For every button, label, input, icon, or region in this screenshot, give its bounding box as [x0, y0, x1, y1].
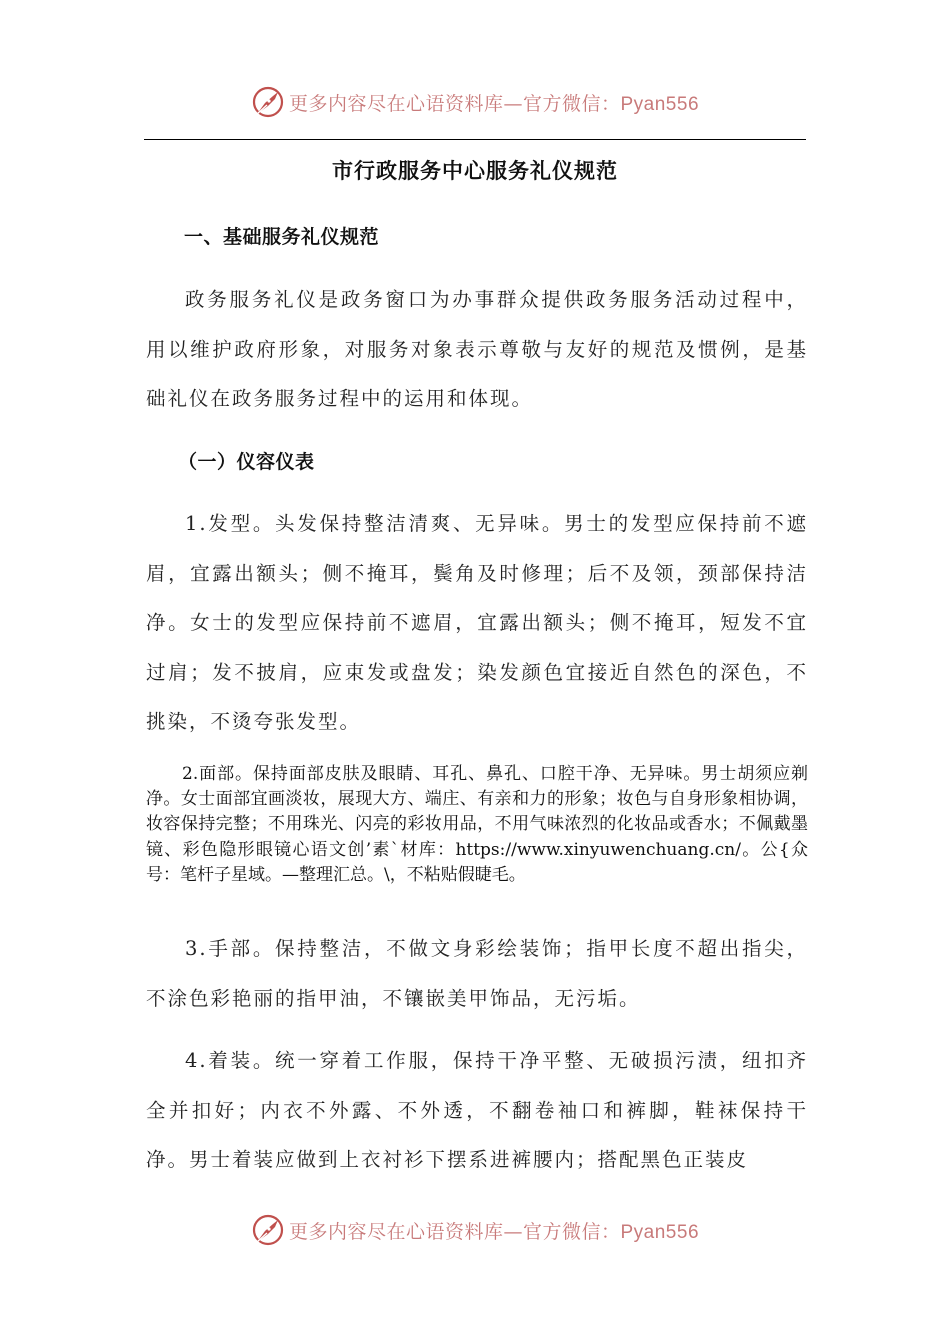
- banner-main-text: 更多内容尽在心语资料库—官方微信：: [288, 92, 621, 115]
- paragraph-hands: 3.手部。保持整洁，不做文身彩绘装饰；指甲长度不超出指尖，不涂色彩艳丽的指甲油，不镶嵌美甲饰品，无污垢。: [146, 937, 808, 1010]
- paragraph-dress: 4.着装。统一穿着工作服，保持干净平整、无破损污渍，纽扣齐全并扣好；内衣不外露、不外透，不翻卷袖口和裤脚，鞋袜保持干净。男士着装应做到上衣衬衫下摆系进裤腰内；搭配黑色正装皮: [146, 1049, 808, 1171]
- pen-nib-logo-icon: [251, 85, 285, 119]
- banner-text: [289, 1217, 699, 1244]
- intro-paragraph: 政务服务礼仪是政务窗口为办事群众提供政务服务活动过程中，用以维护政府形象，对服务对象表示尊敬与友好的规范及惯例，是基础礼仪在政务服务过程中的运用和体现。: [146, 288, 808, 410]
- banner-main-text: 更多内容尽在心语资料库—官方微信：: [288, 1220, 621, 1243]
- subsection-heading-appearance: （一）仪容仪表: [178, 451, 315, 473]
- banner-wechat-handle: Pyan556: [620, 93, 700, 115]
- footer-banner: [0, 1208, 950, 1252]
- section-heading-basic-etiquette: 一、基础服务礼仪规范: [184, 226, 380, 248]
- paragraph-hairstyle: 1.发型。头发保持整洁清爽、无异味。男士的发型应保持前不遮眉，宜露出额头；侧不掩耳，鬓角及时修理；后不及领，颈部保持洁净。女士的发型应保持前不遮眉，宜露出额头；侧不掩耳，短发不宜过肩；发不披肩，应束发或盘发；染发颜色宜接近自然色的深色，不挑染，不烫夸张发型。: [146, 512, 808, 733]
- banner-wechat-handle: Pyan556: [620, 1221, 700, 1243]
- document-title: 市行政服务中心服务礼仪规范: [332, 159, 618, 183]
- header-banner: [0, 80, 950, 124]
- paragraph-face: 2.面部。保持面部皮肤及眼睛、耳孔、鼻孔、口腔干净、无异味。男士胡须应剃净。女士面部宜画淡妆，展现大方、端庄、有亲和力的形象；妆色与自身形象相协调，妆容保持完整；不用珠光、闪亮的彩妆用品，不用气味浓烈的化妆品或香水；不佩戴墨镜、彩色隐形眼镜心语文创’素`材库：https://www.xinyuwenchuang.cn/。公{众号：笔杆子星域。—整理汇总。\，不粘贴假睫毛。: [146, 764, 808, 885]
- pen-nib-logo-icon: [251, 1213, 285, 1247]
- banner-text: [289, 89, 699, 116]
- header-divider: [144, 139, 806, 140]
